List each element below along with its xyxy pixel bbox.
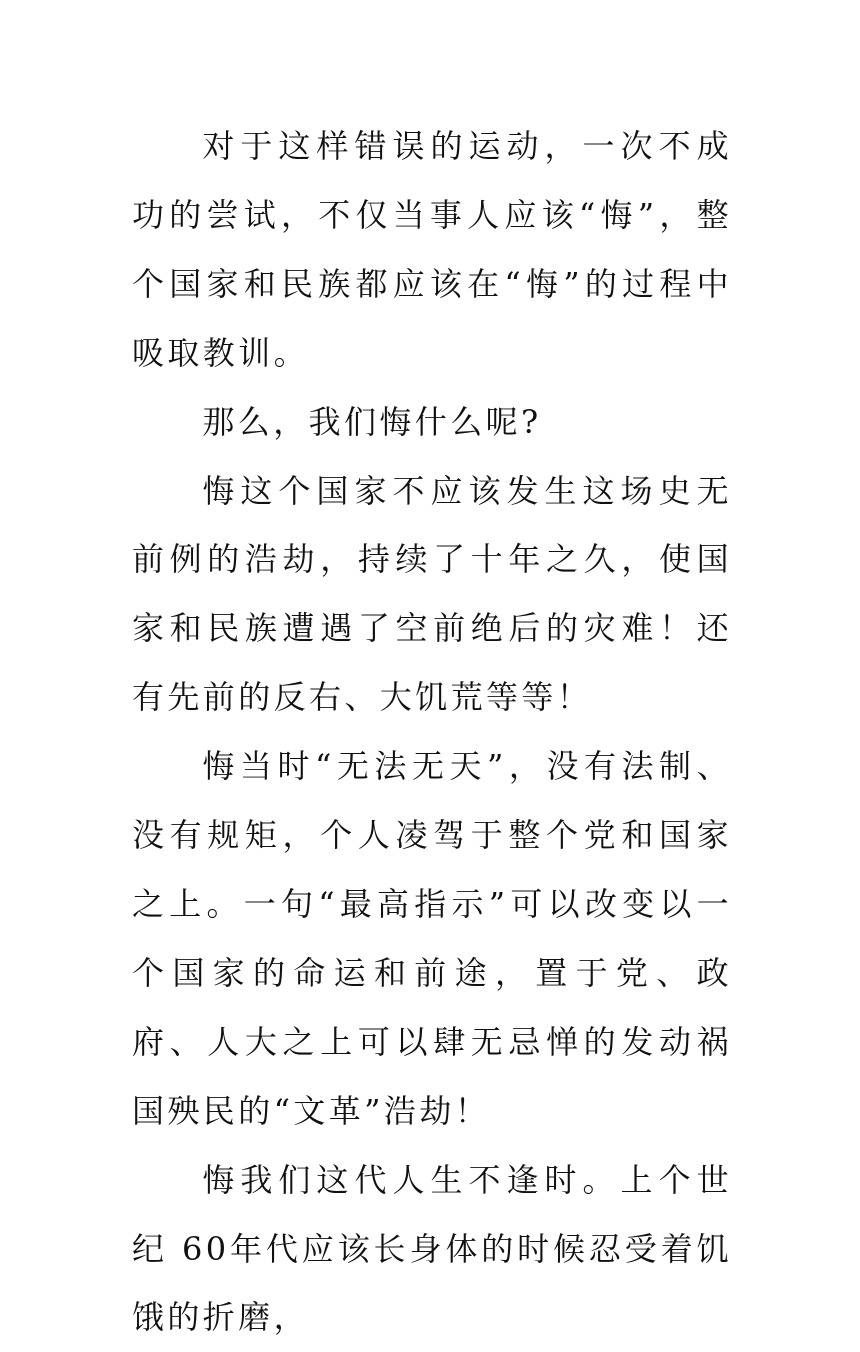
paragraph-4: 悔当时“无法无天”，没有法制、没有规矩，个人凌驾于整个党和国家之上。一句“最高指示”可以改变以一个国家的命运和前途，置于党、政府、人大之上可以肆无忌惮的发动祸国殃民的“文革”浩劫！	[132, 747, 732, 1130]
paragraph-5: 悔我们这代人生不逢时。上个世纪 60年代应该长身体的时候忍受着饥饿的折磨，	[132, 1160, 732, 1337]
paragraph-2: 那么，我们悔什么呢?	[202, 402, 542, 441]
paragraph-1: 对于这样错误的运动，一次不成功的尝试，不仅当事人应该“悔”，整个国家和民族都应该在“悔”的过程中吸取教训。	[132, 127, 732, 372]
body-text	[132, 112, 732, 1352]
paragraph-3: 悔这个国家不应该发生这场史无前例的浩劫，持续了十年之久，使国家和民族遭遇了空前绝后的灾难！还有先前的反右、大饥荒等等！	[132, 471, 732, 717]
